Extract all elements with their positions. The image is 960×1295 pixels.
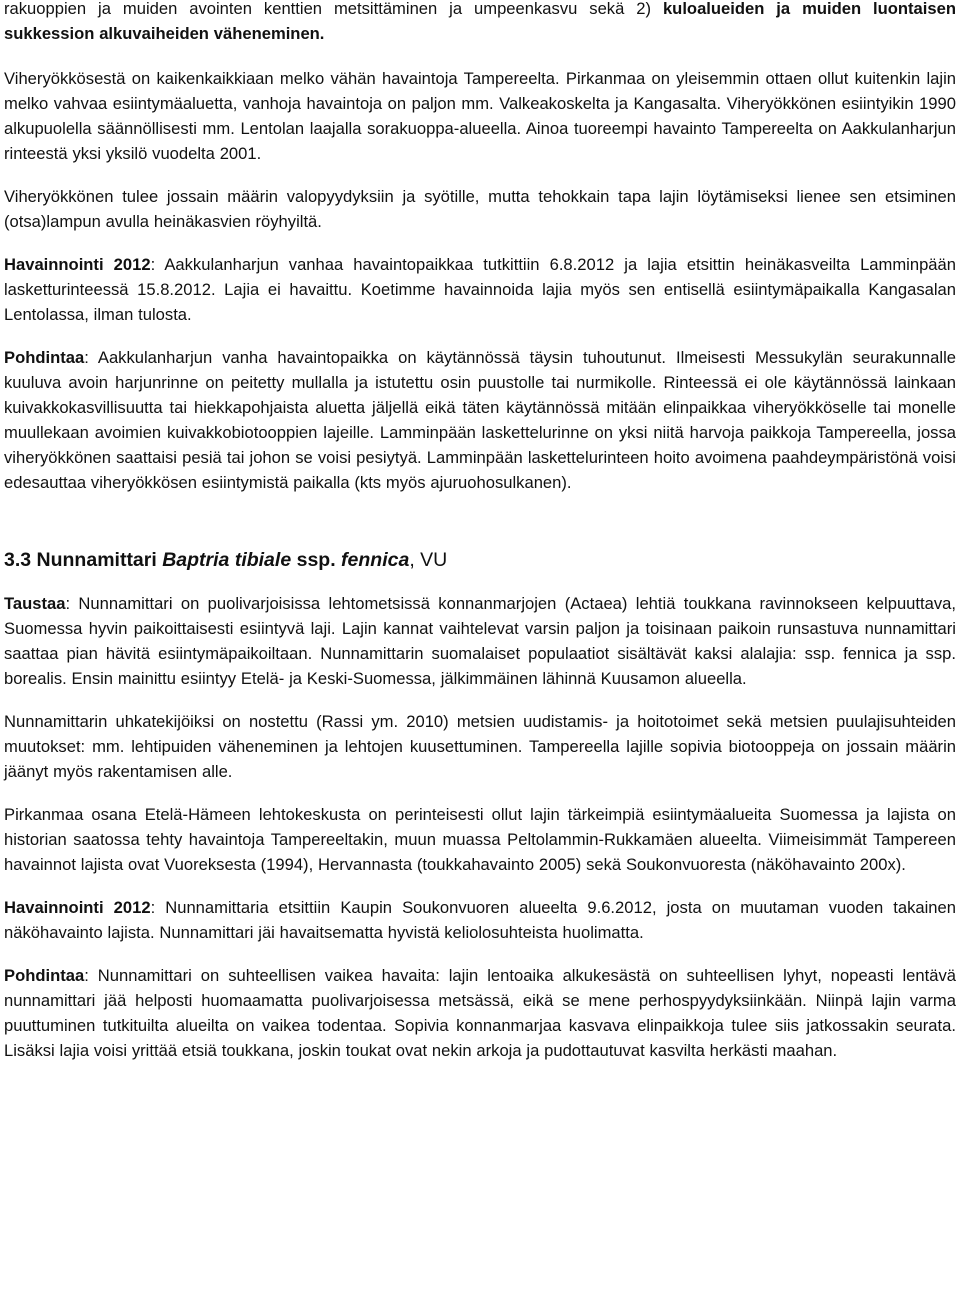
label-taustaa: Taustaa [4,594,66,613]
paragraph-observations-history: Viheryökkösestä on kaikenkaikkiaan melko vähän havaintoja Tampereelta. Pirkanmaa on yleisemmin ottaen ollut kuitenkin lajin melko vahvaa esiintymäaluetta, vanhoja havaintoja on paljon mm. Valkeakoskelta ja Kangasalta. Viheryökkönen esiintyikin 1990 alkupuolella säännöllisesti mm. Lentolan laajalla sorakuoppa-alueella. Ainoa tuoreempi havainto Tampereelta on Aakkulanharjun rinteestä yksi yksilö vuodelta 2001. [4,69,956,163]
paragraph-threats-end: rakuoppien ja muiden avointen kenttien metsittäminen ja umpeenkasvu sekä 2) kuloalueiden ja muiden luontaisen sukkession alkuvaiheiden väheneminen. [4,0,956,43]
paragraph-discussion: Pohdintaa: Aakkulanharjun vanha havaintopaikka on käytännössä täysin tuhoutunut. Ilmeisesti Messukylän seurakunnalle kuuluva avoin harjunrinne on peitetty mullalla ja istutettu osin puustolle tai nurmikolle. Rinteessä ei ole käytännössä lainkaan kuivakkokasvillisuutta tai hiekkapohjaista aluetta jäljellä eikä täten käytännössä mitään elinpaikkaa viheryökköselle tai monelle muullekaan avoimien kuivakkobiotooppien lajeille. Lamminpään laskettelurinne on yksi niitä harvoja paikkoja Tampereella, jossa viheryökkönen saattaisi pesiä tai johon se voisi pesiytyä. Lamminpään laskettelurinteen hoito avoimena paahdeympäristönä voisi edesauttaa viheryökkösen esiintymistä paikalla (kts myös ajuruohosulkanen). [4,348,956,492]
label-pohdintaa: Pohdintaa [4,348,85,367]
paragraph-survey-method: Viheryökkönen tulee jossain määrin valopyydyksiin ja syötille, mutta tehokkain tapa lajin löytämiseksi lienee sen etsiminen (otsa)lampun avulla heinäkasvien röyhyiltä. [4,187,956,231]
paragraph-pirkanmaa-history: Pirkanmaa osana Etelä-Hämeen lehtokeskusta on perinteisesti ollut lajin tärkeimpiä esiintymäalueita Suomessa ja lajista on historian saatossa tehty havaintoja Tampereeltakin, muun muassa Peltolammin-Rukkamäen alueelta. Viimeisimmät Tampereen havainnot lajista ovat Vuoreksesta (1994), Hervannasta (toukkahavainto 2005) sekä Soukonvuoresta (näköhavainto 200x). [4,805,956,874]
paragraph-threat-factors: Nunnamittarin uhkatekijöiksi on nostettu (Rassi ym. 2010) metsien uudistamis- ja hoitotoimet sekä metsien puulajisuhteiden muutokset: mm. lehtipuiden väheneminen ja lehtojen kuusettuminen. Tampereella lajille sopivia biotooppeja on jossain määrin jäänyt myös rakentamisen alle. [4,712,956,781]
label-havainnointi: Havainnointi 2012 [4,898,151,917]
paragraph-discussion-nunnamittari: Pohdintaa: Nunnamittari on suhteellisen vaikea havaita: lajin lentoaika alkukesästä on suhteellisen lyhyt, nopeasti lentävä nunnamittari jää helposti huomaamatta puolivarjoisessa metsässä, eikä se mene perhospyydyksiinkään. Niinpä lajin varma puuttuminen tutkituilta alueilta on vaikea todentaa. Sopivia konnanmarjaa kasvava elinpaikkoja tulee siis jatkossakin seurata. Lisäksi lajia voisi yrittää etsiä toukkana, joskin toukat ovat nekin arkoja ja pudottautuvat kasvilta herkästi maahan. [4,966,956,1060]
label-pohdintaa: Pohdintaa [4,966,85,985]
section-heading: 3.3 Nunnamittari Baptria tibiale ssp. fennica, VU [4,549,448,571]
document-page [4,0,956,1063]
bold-threat-text: kuloalueiden ja muiden luontaisen sukkession alkuvaiheiden väheneminen. [4,0,956,43]
paragraph-survey-2012: Havainnointi 2012: Aakkulanharjun vanhaa havaintopaikkaa tutkittiin 6.8.2012 ja lajia etsittin heinäkasveilta Lamminpään lasketturinteessä 15.8.2012. Lajia ei havaittu. Koetimme havainnoida lajia myös sen entisellä esiintymäpaikalla Kangasalan Lentolassa, ilman tulosta. [4,255,956,324]
label-havainnointi: Havainnointi 2012 [4,255,151,274]
paragraph-background: Taustaa: Nunnamittari on puolivarjoisissa lehtometsissä konnanmarjojen (Actaea) lehtiä toukkana ravinnokseen kelpuuttava, Suomessa hyvin paikoittaisesti esiintyvä laji. Lajin kannat vaihtelevat varsin paljon ja toisinaan paikoin runsastuva nunnamittari saattaa pian hävitä esiintymäpaikoiltaan. Nunnamittarin suomalaiset populaatiot sisältävät kaksi alalajia: ssp. fennica ja ssp. borealis. Ensin mainittu esiintyy Etelä- ja Keski-Suomessa, jälkimmäinen lähinnä Kuusamon alueella. [4,594,956,688]
paragraph-survey-2012-nunnamittari: Havainnointi 2012: Nunnamittaria etsittiin Kaupin Soukonvuoren alueelta 9.6.2012, josta on muutaman vuoden takainen näköhavainto lajista. Nunnamittari jäi havaitsematta hyvistä keliolosuhteista huolimatta. [4,898,956,942]
